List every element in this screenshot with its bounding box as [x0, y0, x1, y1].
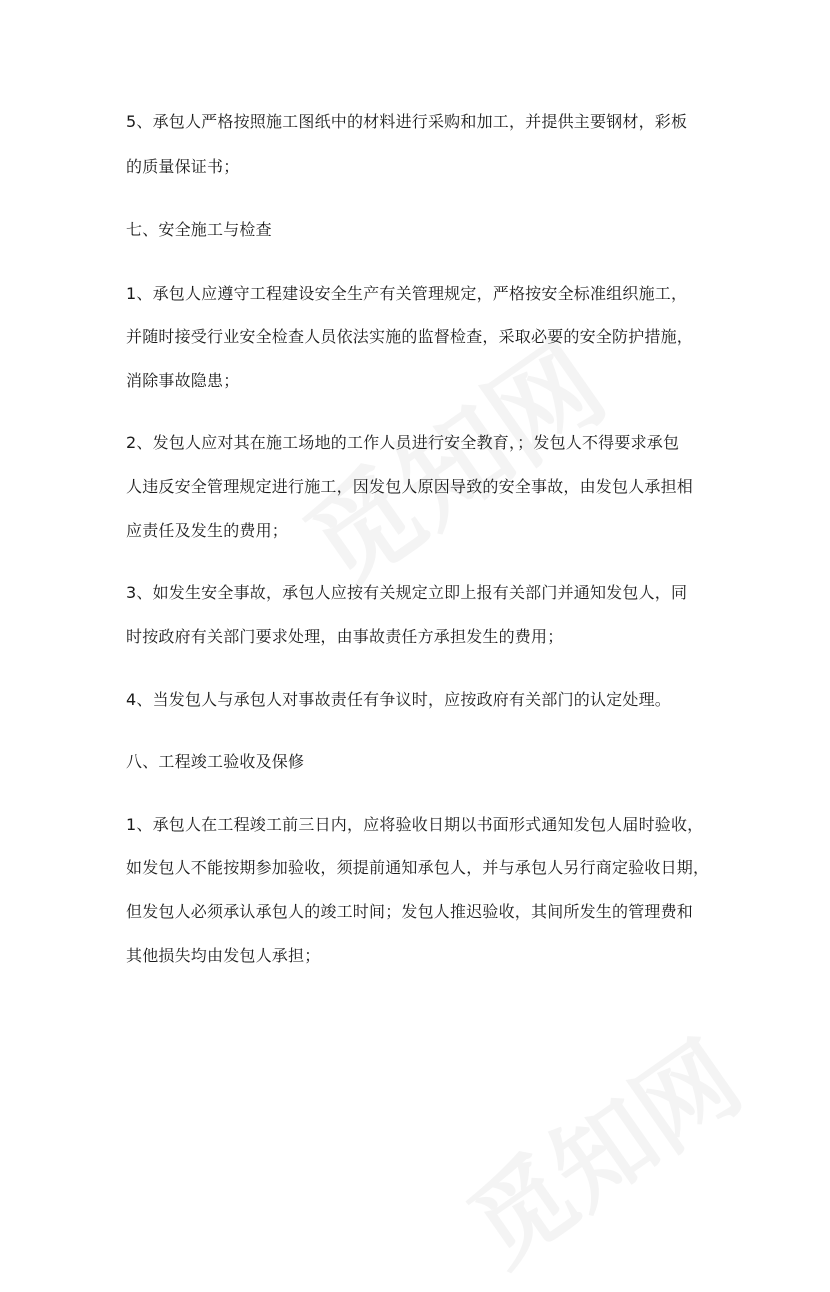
paragraph-line: 4、当发包人与承包人对事故责任有争议时，应按政府有关部门的认定处理。 — [126, 690, 671, 709]
watermark — [270, 300, 631, 619]
paragraph-line: 2、发包人应对其在施工场地的工作人员进行安全教育，；发包人不得要求承包 — [126, 433, 680, 452]
paragraph-line: 其他损失均由发包人承担； — [126, 946, 321, 965]
paragraph-line: 3、如发生安全事故，承包人应按有关规定立即上报有关部门并通知发包人，同 — [126, 583, 688, 602]
paragraph-line: 1、承包人应遵守工程建设安全生产有关管理规定，严格按安全标准组织施工， — [126, 284, 688, 303]
paragraph-line: 如发包人不能按期参加验收，须提前通知承包人，并与承包人另行商定验收日期， — [126, 858, 710, 877]
paragraph-line: 但发包人必须承认承包人的竣工时间；发包人推迟验收，其间所发生的管理费和 — [126, 902, 694, 921]
paragraph-line: 应责任及发生的费用； — [126, 521, 289, 540]
paragraph-line: 时按政府有关部门要求处理，由事故责任方承担发生的费用； — [126, 627, 564, 646]
paragraph-line: 并随时接受行业安全检查人员依法实施的监督检查，采取必要的安全防护措施， — [126, 327, 694, 346]
paragraph-line: 消除事故隐患； — [126, 371, 240, 390]
section-heading: 八、工程竣工验收及保修 — [126, 752, 305, 771]
paragraph-line: 的质量保证书； — [126, 157, 240, 176]
section-heading: 七、安全施工与检查 — [126, 220, 272, 239]
paragraph-line: 人违反安全管理规定进行施工，因发包人原因导致的安全事故，由发包人承担相 — [126, 477, 694, 496]
watermark — [436, 1002, 764, 1292]
paragraph-line: 5、承包人严格按照施工图纸中的材料进行采购和加工，并提供主要钢材，彩板 — [126, 112, 688, 131]
paragraph-line: 1、承包人在工程竣工前三日内，应将验收日期以书面形式通知发包人届时验收， — [126, 815, 704, 834]
